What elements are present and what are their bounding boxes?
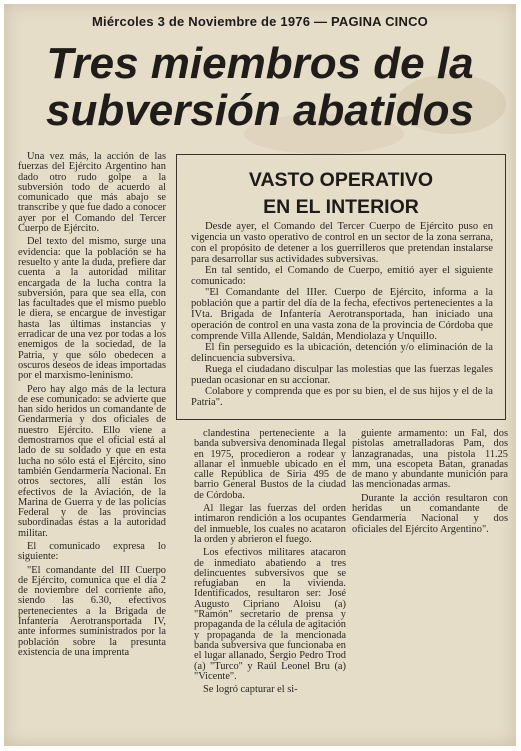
paragraph: En tal sentido, el Comando de Cuerpo, emitió ayer el siguiente comunicado: xyxy=(191,265,493,287)
paragraph: "El comandante del III Cuerpo de Ejército, comunica que el día 2 de noviembre del corriente año, siendo las 6.30, efectivos pertenecientes a la Brigada de Infantería Aerotransportada IV, ante informes suministrados por la población sobre la presunta existencia de una imprenta xyxy=(18,564,166,658)
paragraph: Al llegar las fuerzas del orden intimaron rendición a los ocupantes del inmueble, los cuales no acataron la orden y abrieron el fuego. xyxy=(194,503,346,545)
paragraph: Desde ayer, el Comando del Tercer Cuerpo de Ejército puso en vigencia un vasto operativo de control en un sector de la zona serrana, con el propósito de detener a los guerrilleros que pretendan instalarse para desarrollar sus actividades subversivas. xyxy=(191,221,493,265)
paragraph: Una vez más, la acción de las fuerzas del Ejército Argentino han dado otro rudo golpe a la subversión todo de acuerdo al comunicado que más abajo se transcribe y que fue dado a conocer ayer por el Comando del Tercer Cuerpo de Ejército. xyxy=(18,152,166,235)
article-column-1 xyxy=(18,152,166,740)
sidebar-title-line-2: EN EL INTERIOR xyxy=(263,196,419,218)
headline xyxy=(20,40,500,134)
paragraph: Los efectivos militares atacaron de inmediato abatiendo a tres delincuentes subversivos que se refugiaban en la vivienda. Identificados, resultaron ser: José Augusto Cipriano Aloisu (a) "Ramón" secretario de prensa y propaganda de la célula de agitación y propaganda de la mencionada banda subversiva que funcionaba en el lugar allanado, Sergio Pedro Trod (a) "Turco" y Raúl Leonel Bru (a) "Vicente". xyxy=(194,547,346,682)
sidebar-title-line-1: VASTO OPERATIVO xyxy=(248,169,434,191)
paragraph: El fin perseguido es la ubicación, detención y/o eliminación de la delincuencia subversiva. xyxy=(191,342,493,364)
paragraph: El comunicado expresa lo siguiente: xyxy=(18,540,166,563)
paragraph: Colabore y comprenda que es por su bien, el de sus hijos y el de la Patria". xyxy=(191,386,493,408)
paragraph: Del texto del mismo, surge una evidencia: que la población se ha resuelto y ante la duda, prefiere dar cuenta a la autoridad militar encargada de la lucha contra la subversión, para que sea ella, con las facultades que el mismo pueblo le diera, se encargue de investigar hasta las últimas instancias y erradicar de una vez por todas a los enemigos de la sociedad, de la Patria, y que sólo obedecen a oscuros deseos de ideas importadas por el marxismo-leninismo. xyxy=(18,236,166,382)
sidebar-title xyxy=(177,167,505,221)
paragraph: Pero hay algo más de la lectura de ese comunicado: se advierte que han sido heridos un comandante de Gendarmería y dos oficiales de nuestro Ejército. Ello viene a demostrarnos que el oficial está al lado de su soldado y que en esta lucha no sólo está el Ejército, sino también Gendarmería Nacional. En otros sectores, allí están los efectivos de la Aviación, de la Marina de Guerra y de las policías Federal y de las provincias subordinadas éstas a la autoridad militar. xyxy=(18,383,166,539)
paragraph: clandestina perteneciente a la banda subversiva denominada Ilegal en 1975, procedieron a rodear y allanar el inmueble ubicado en el calle República de Siria 495 de barrio General Bustos de la ciudad de Córdoba. xyxy=(194,429,346,501)
newspaper-clipping xyxy=(4,4,516,746)
sidebar-box xyxy=(176,154,506,420)
paragraph: Durante la acción resultaron con heridas un comandante de Gendarmería Nacional y dos oficiales del Ejército Argentino". xyxy=(352,492,508,535)
paragraph: Ruega el ciudadano disculpar las molestias que las fuerzas legales puedan ocasionar en su accionar. xyxy=(191,364,493,386)
headline-line-2: subversión abatidos xyxy=(46,86,474,135)
paragraph: "El Comandante del IIIer. Cuerpo de Ejército, informa a la población que a partir del día de la fecha, efectivos pertenecientes a la IVta. Brigada de Infantería Aerotransportada, han iniciado una operación de control en una vasta zona de la provincia de Córdoba que comprende Villa Allende, Saldán, Mendiolaza y Unquillo. xyxy=(191,287,493,342)
sidebar-body xyxy=(191,221,493,416)
article-column-3 xyxy=(352,429,508,594)
paragraph: Se logró capturar el si- xyxy=(203,684,298,696)
paragraph: guiente armamento: un Fal, dos pistolas ametralladoras Pam, dos lanzagranadas, una pistola 11.25 mm, una escopeta Batan, granadas de mano y abundante munición para las mencionadas armas. xyxy=(352,429,508,491)
headline-line-1: Tres miembros de la xyxy=(46,39,474,88)
article-column-2 xyxy=(194,429,346,744)
dateline: Miércoles 3 de Noviembre de 1976 — PAGINA CINCO xyxy=(92,14,428,29)
